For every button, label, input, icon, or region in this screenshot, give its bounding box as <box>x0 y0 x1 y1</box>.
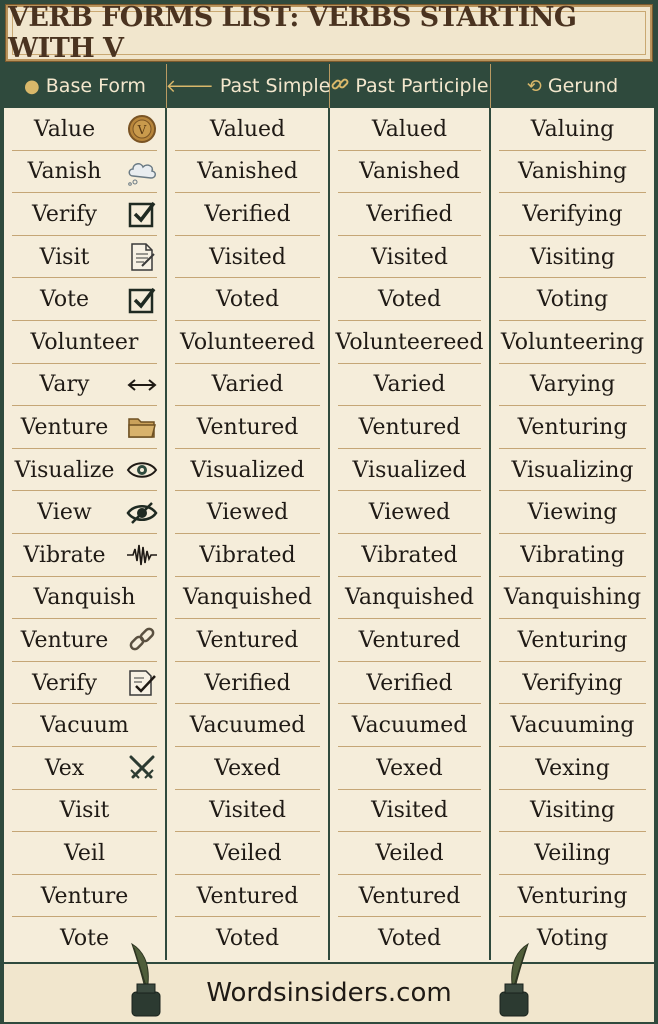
cell-past-participle: Vanquished <box>330 577 491 620</box>
cell-base-form <box>4 662 167 705</box>
cell-gerund: Vexing <box>491 747 654 790</box>
cell-past-simple: Voted <box>167 917 330 960</box>
checkbox-icon <box>125 199 159 229</box>
footer-site-name: Wordsinsiders.com <box>206 978 452 1008</box>
table-row <box>4 406 654 449</box>
eye-icon <box>125 455 159 485</box>
cell-gerund: Valuing <box>491 108 654 151</box>
cell-past-simple: Voted <box>167 278 330 321</box>
base-form-text: Volunteer <box>30 329 139 355</box>
cell-past-simple: Visited <box>167 790 330 833</box>
base-form-text: Visit <box>59 798 110 824</box>
cell-gerund: Vacuuming <box>491 704 654 747</box>
cell-gerund: Visiting <box>491 236 654 279</box>
cell-gerund: Venturing <box>491 619 654 662</box>
cell-past-simple: Veiled <box>167 832 330 875</box>
cell-past-participle: Vibrated <box>330 534 491 577</box>
cell-gerund: Veiling <box>491 832 654 875</box>
cell-past-participle: Vacuumed <box>330 704 491 747</box>
table-row <box>4 151 654 194</box>
base-form-text: Vex <box>44 755 85 781</box>
table-row <box>4 619 654 662</box>
cell-past-participle: Valued <box>330 108 491 151</box>
link-icon <box>331 75 349 98</box>
chain-icon <box>125 625 159 655</box>
base-form-text: Vibrate <box>23 542 106 568</box>
table-row <box>4 491 654 534</box>
table-header <box>4 64 654 108</box>
base-form-text: Venture <box>40 883 129 909</box>
cell-gerund: Visualizing <box>491 449 654 492</box>
base-form-text: Vary <box>39 372 90 398</box>
cell-past-participle: Visited <box>330 236 491 279</box>
cell-past-simple: Ventured <box>167 875 330 918</box>
document-icon <box>125 242 159 272</box>
cell-base-form <box>4 875 167 918</box>
base-form-text: Verify <box>31 201 97 227</box>
cell-past-participle: Ventured <box>330 406 491 449</box>
base-form-text: Vote <box>60 926 109 952</box>
cell-base-form <box>4 151 167 194</box>
base-form-text: Visit <box>39 244 90 270</box>
cell-past-simple: Verified <box>167 662 330 705</box>
cell-base-form <box>4 449 167 492</box>
table-row <box>4 747 654 790</box>
cell-base-form <box>4 619 167 662</box>
cell-base-form <box>4 491 167 534</box>
cell-base-form <box>4 406 167 449</box>
base-form-text: Veil <box>64 840 105 866</box>
cell-base-form <box>4 321 167 364</box>
base-form-text: Verify <box>31 670 97 696</box>
header-past-participle <box>330 64 491 108</box>
cell-past-participle: Visited <box>330 790 491 833</box>
cell-base-form <box>4 790 167 833</box>
table-row <box>4 108 654 151</box>
header-gerund-label: Gerund <box>547 75 619 97</box>
cell-gerund: Verifying <box>491 193 654 236</box>
cell-past-simple: Visited <box>167 236 330 279</box>
cell-gerund: Volunteering <box>491 321 654 364</box>
folder-icon <box>125 412 159 442</box>
table-row <box>4 875 654 918</box>
cell-past-participle: Voted <box>330 278 491 321</box>
cell-past-simple: Ventured <box>167 619 330 662</box>
cell-base-form <box>4 747 167 790</box>
base-form-text: View <box>37 500 92 526</box>
table-row <box>4 790 654 833</box>
base-form-text: Venture <box>20 414 109 440</box>
cell-past-participle: Ventured <box>330 875 491 918</box>
table-row <box>4 278 654 321</box>
cell-past-participle: Veiled <box>330 832 491 875</box>
seal-v-icon <box>125 114 159 144</box>
cell-gerund: Vanishing <box>491 151 654 194</box>
header-base-label: Base Form <box>45 75 146 97</box>
table-row <box>4 449 654 492</box>
table-row <box>4 236 654 279</box>
cell-past-simple: Varied <box>167 364 330 407</box>
cell-base-form <box>4 108 167 151</box>
cell-past-participle: Viewed <box>330 491 491 534</box>
arrow-left-icon: 🡐 <box>165 75 214 97</box>
cell-past-simple: Vacuumed <box>167 704 330 747</box>
cell-past-simple: Valued <box>167 108 330 151</box>
cell-past-participle: Ventured <box>330 619 491 662</box>
cell-past-participle: Verified <box>330 193 491 236</box>
table-row <box>4 364 654 407</box>
eye-slash-icon <box>125 498 159 528</box>
base-form-text: Vacuum <box>40 713 129 739</box>
cell-gerund: Verifying <box>491 662 654 705</box>
cell-base-form <box>4 704 167 747</box>
cloud-icon <box>125 157 159 187</box>
table-row <box>4 534 654 577</box>
wave-icon <box>125 540 159 570</box>
cell-past-simple: Volunteered <box>167 321 330 364</box>
base-form-text: Value <box>33 116 96 142</box>
cell-past-simple: Vanquished <box>167 577 330 620</box>
cell-gerund: Venturing <box>491 875 654 918</box>
bullet-icon: ● <box>24 75 40 97</box>
cell-past-participle: Verified <box>330 662 491 705</box>
base-form-text: Vanish <box>27 159 102 185</box>
checklist-icon <box>125 668 159 698</box>
header-past-label: Past Simple <box>219 75 331 97</box>
cell-past-participle: Vexed <box>330 747 491 790</box>
cell-past-participle: Vanished <box>330 151 491 194</box>
cell-base-form <box>4 193 167 236</box>
cell-past-participle: Visualized <box>330 449 491 492</box>
base-form-text: Visualize <box>14 457 115 483</box>
cell-past-simple: Ventured <box>167 406 330 449</box>
repeat-icon: ⟲ <box>526 75 542 97</box>
table-row <box>4 321 654 364</box>
checkbox-icon <box>125 285 159 315</box>
svg-text:V: V <box>137 123 147 138</box>
cell-past-simple: Verified <box>167 193 330 236</box>
cell-gerund: Voting <box>491 278 654 321</box>
cell-gerund: Voting <box>536 926 609 952</box>
header-participle-label: Past Participle <box>355 75 489 97</box>
header-past-simple <box>167 64 330 108</box>
table-row <box>4 704 654 747</box>
table-row <box>4 832 654 875</box>
cell-base-form <box>4 832 167 875</box>
cell-past-simple: Vexed <box>167 747 330 790</box>
cell-gerund: Viewing <box>491 491 654 534</box>
cell-gerund: Vanquishing <box>491 577 654 620</box>
title-banner <box>6 2 652 64</box>
verb-table <box>4 108 654 962</box>
page-title: VERB FORMS LIST: VERBS STARTING WITH V <box>8 2 577 64</box>
cell-base-form <box>4 278 167 321</box>
cell-past-simple: Vibrated <box>167 534 330 577</box>
cell-past-participle: Volunteereed <box>330 321 491 364</box>
cell-past-simple: Vanished <box>167 151 330 194</box>
cell-past-participle: Voted <box>330 917 491 960</box>
header-gerund <box>491 64 654 108</box>
cell-base-form <box>4 534 167 577</box>
cell-past-simple: Visualized <box>167 449 330 492</box>
cell-past-participle: Varied <box>330 364 491 407</box>
cell-past-simple: Viewed <box>167 491 330 534</box>
header-base-form <box>4 64 167 108</box>
crossed-swords-icon <box>125 753 159 783</box>
table-row <box>4 193 654 236</box>
cell-gerund: Venturing <box>491 406 654 449</box>
cell-gerund: Vibrating <box>491 534 654 577</box>
cell-gerund: Varying <box>491 364 654 407</box>
table-row <box>4 917 654 960</box>
table-row <box>4 577 654 620</box>
cell-base-form <box>4 236 167 279</box>
double-arrow-icon <box>125 370 159 400</box>
cell-gerund: Visiting <box>491 790 654 833</box>
footer <box>4 962 654 1022</box>
base-form-text: Vote <box>40 287 89 313</box>
cell-base-form <box>4 364 167 407</box>
cell-base-form <box>4 577 167 620</box>
base-form-text: Vanquish <box>33 585 136 611</box>
base-form-text: Venture <box>20 627 109 653</box>
table-row <box>4 662 654 705</box>
